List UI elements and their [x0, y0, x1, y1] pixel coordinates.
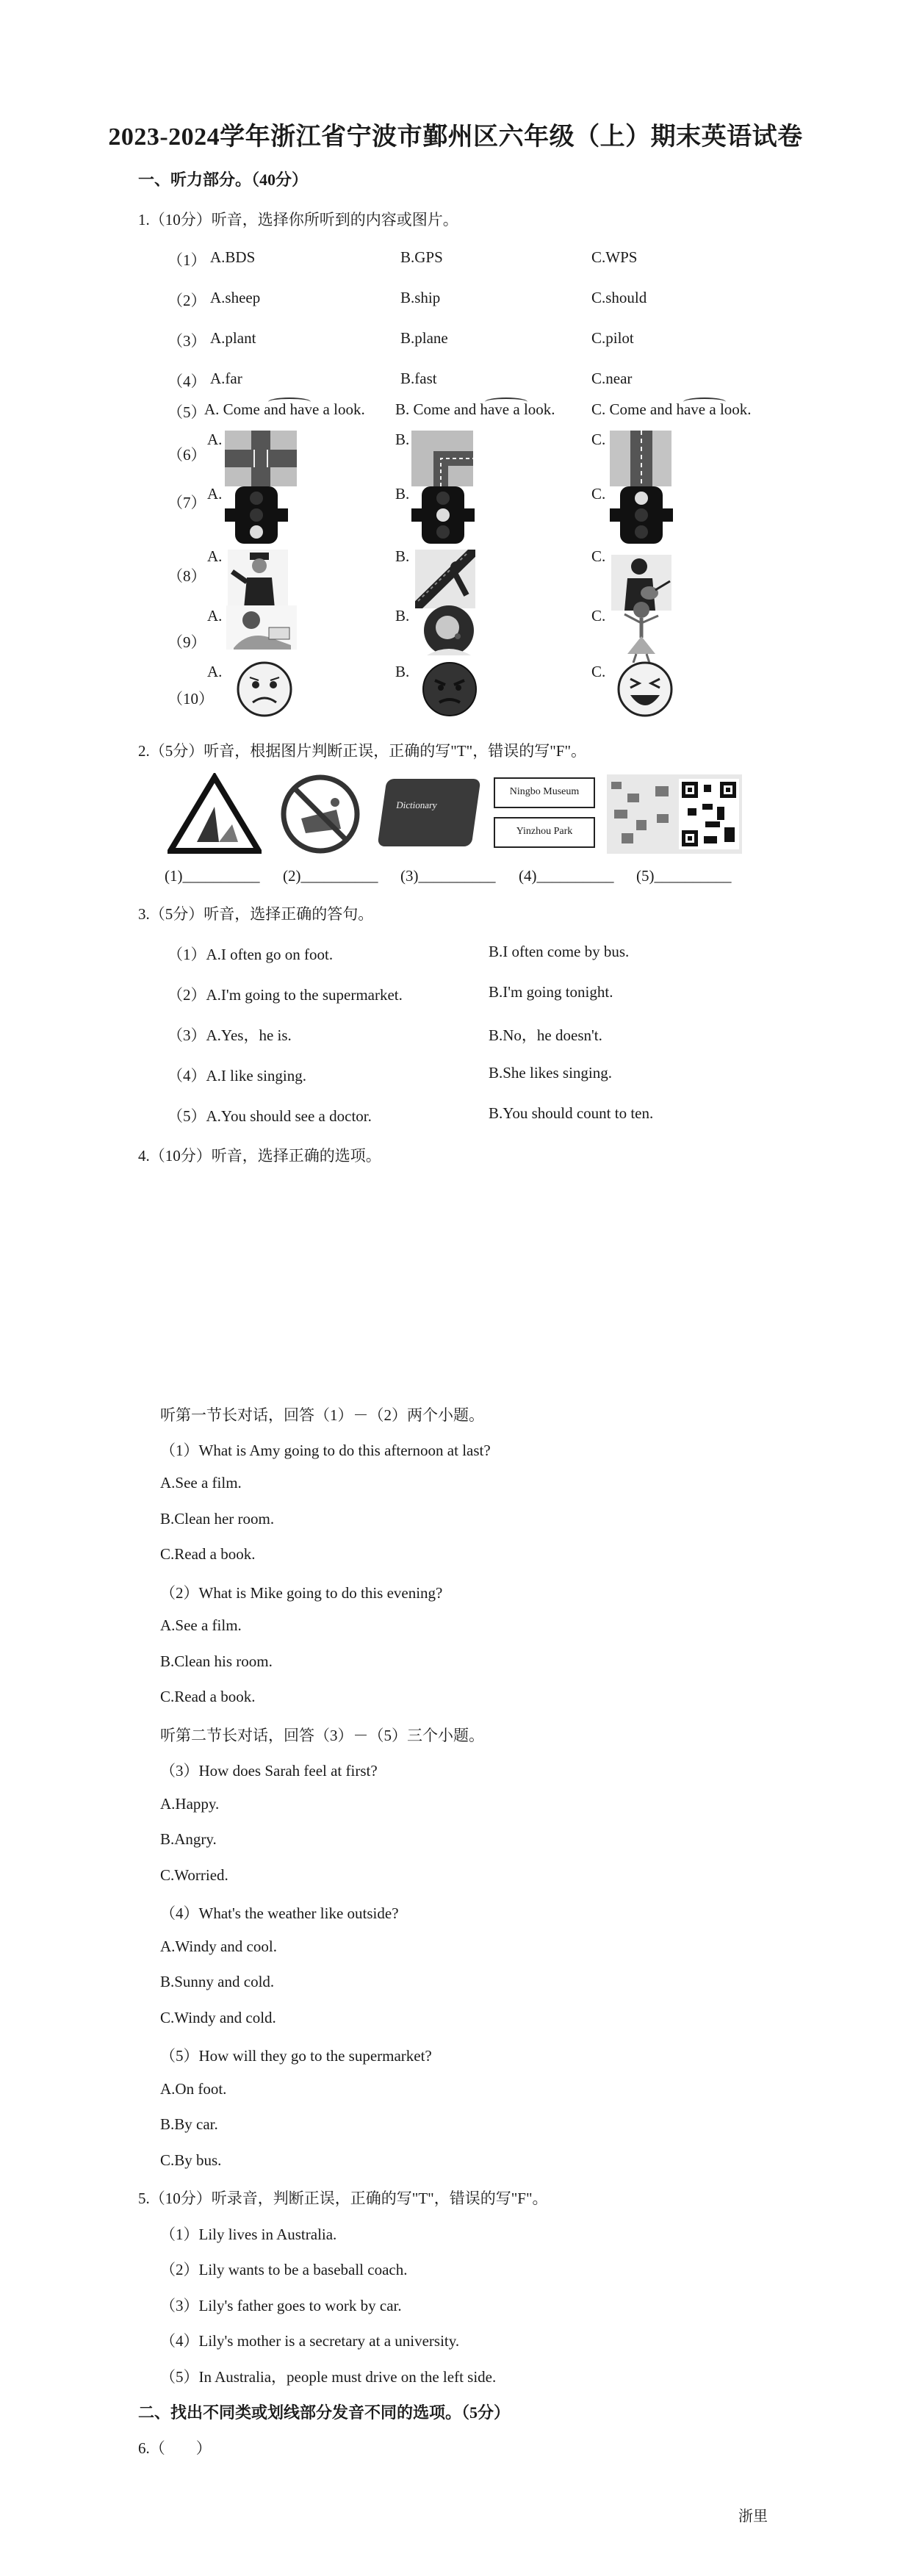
- option-b: B.fast: [400, 370, 437, 387]
- linking-mark: [268, 397, 311, 406]
- angry-face-icon: [420, 660, 479, 719]
- option-c: C.: [591, 485, 606, 503]
- sub-question: （3）How does Sarah feel at first?: [160, 1762, 378, 1780]
- option-c: C.: [591, 431, 606, 448]
- option-c: C.Windy and cold.: [160, 2009, 276, 2026]
- answer-blank-2[interactable]: (2)__________: [283, 867, 378, 885]
- option-b: B.Angry.: [160, 1830, 217, 1848]
- option-a: （2）A.I'm going to the supermarket.: [168, 986, 403, 1004]
- q1-item-number: （4）: [168, 373, 206, 390]
- q1-item-number: （10）: [168, 690, 214, 708]
- dictionary-book-icon: [378, 779, 481, 846]
- option-b: B.Sunny and cold.: [160, 1973, 275, 1990]
- q1-item-number: （9）: [168, 633, 206, 651]
- answer-blank-1[interactable]: (1)__________: [165, 867, 260, 885]
- option-a: A.On foot.: [160, 2080, 227, 2098]
- statement: （1）Lily lives in Australia.: [160, 2226, 337, 2243]
- drawing-child-icon: [226, 605, 297, 650]
- option-c: C. Come and have a look.: [591, 400, 752, 418]
- option-c: C.: [591, 547, 606, 565]
- footer-mark: 浙里: [738, 2508, 768, 2525]
- option-a: A.See a film.: [160, 1616, 242, 1634]
- option-a: A.Happy.: [160, 1795, 220, 1813]
- q1-item-number: （7）: [168, 494, 206, 511]
- sub-question: （2）What is Mike going to do this evening?: [160, 1584, 443, 1602]
- option-c: C.: [591, 607, 606, 625]
- option-a: A.far: [210, 370, 242, 387]
- section-2-heading: 二、找出不同类或划线部分发音不同的选项。（5分）: [138, 2403, 511, 2422]
- option-b: B.: [395, 663, 410, 680]
- museum-sign-label: Ningbo Museum: [509, 786, 580, 797]
- question-1-stem: 1.（10分）听音，选择你所听到的内容或图片。: [138, 211, 458, 229]
- question-2-stem: 2.（5分）听音，根据图片判断正误，正确的写"T"，错误的写"F"。: [138, 742, 587, 760]
- park-sign-label: Yinzhou Park: [516, 826, 573, 837]
- police-officer-icon: [228, 550, 288, 608]
- linking-mark: [683, 397, 726, 406]
- question-5-stem: 5.（10分）听录音，判断正误，正确的写"T"，错误的写"F"。: [138, 2190, 548, 2207]
- option-a: A. Come and have a look.: [204, 400, 365, 418]
- dialogue-instruction: 听第二节长对话，回答（3）－（5）三个小题。: [160, 1727, 484, 1744]
- warning-sign-icon: [168, 773, 262, 854]
- section-1-heading: 一、听力部分。（40分）: [138, 170, 309, 189]
- question-6-stem: 6.（ ）: [138, 2439, 212, 2457]
- q1-item-number: （6）: [168, 446, 206, 464]
- dancing-girl-icon: [617, 600, 666, 663]
- option-b: B.Clean his room.: [160, 1652, 273, 1670]
- dictionary-label: Dictionary: [395, 799, 439, 810]
- singer-woman-icon: [415, 604, 483, 657]
- option-b: B.You should count to ten.: [489, 1104, 654, 1122]
- option-a: A.: [207, 547, 223, 565]
- q1-item-number: （5）: [168, 403, 206, 421]
- question-3-stem: 3.（5分）听音，选择正确的答句。: [138, 905, 374, 923]
- option-a: A.: [207, 431, 223, 448]
- option-a: A.BDS: [210, 248, 256, 266]
- answer-blank-5[interactable]: (5)__________: [636, 867, 732, 885]
- statement: （5）In Australia，people must drive on the left side.: [160, 2368, 497, 2386]
- option-b: B.: [395, 485, 410, 503]
- option-a: A.See a film.: [160, 1474, 242, 1492]
- page-title: 2023-2024学年浙江省宁波市鄞州区六年级（上）期末英语试卷: [108, 123, 803, 151]
- option-c: C.Read a book.: [160, 1545, 256, 1563]
- option-b: B.: [395, 607, 410, 625]
- linking-mark: [485, 397, 527, 406]
- option-b: B.ship: [400, 289, 441, 306]
- statement: （2）Lily wants to be a baseball coach.: [160, 2261, 408, 2278]
- climbing-person-icon: [415, 550, 475, 608]
- sub-question: （5）How will they go to the supermarket?: [160, 2047, 432, 2065]
- option-b: B.I'm going tonight.: [489, 983, 613, 1001]
- option-b: B.: [395, 547, 410, 565]
- statement: （3）Lily's father goes to work by car.: [160, 2297, 402, 2314]
- park-sign: [494, 817, 595, 848]
- q1-item-number: （1）: [168, 251, 206, 269]
- option-c: C.Worried.: [160, 1866, 228, 1884]
- option-c: C.should: [591, 289, 647, 306]
- answer-blank-3[interactable]: (3)__________: [400, 867, 496, 885]
- q1-item-number: （3）: [168, 332, 206, 350]
- option-b: B.By car.: [160, 2115, 218, 2133]
- option-b: B.She likes singing.: [489, 1064, 613, 1082]
- crossroads-icon: [225, 431, 297, 486]
- option-a: A.Windy and cool.: [160, 1938, 277, 1955]
- option-a: A.plant: [210, 329, 256, 347]
- option-b: B.GPS: [400, 248, 443, 266]
- traffic-light-yellow-icon: [411, 486, 475, 544]
- sub-question: （4）What's the weather like outside?: [160, 1904, 399, 1922]
- q1-item-number: （2）: [168, 292, 206, 309]
- option-a: A.: [207, 485, 223, 503]
- option-a: A.sheep: [210, 289, 261, 306]
- option-a: （3）A.Yes，he is.: [168, 1026, 292, 1044]
- question-4-stem: 4.（10分）听音，选择正确的选项。: [138, 1147, 381, 1165]
- sad-face-icon: [235, 660, 294, 719]
- option-b: B.I often come by bus.: [489, 943, 630, 960]
- no-littering-sign-icon: [279, 773, 361, 855]
- option-b: B.No，he doesn't.: [489, 1026, 602, 1044]
- straight-road-icon: [610, 431, 671, 486]
- option-b: B.: [395, 431, 410, 448]
- option-c: C.WPS: [591, 248, 638, 266]
- option-a: A.: [207, 607, 223, 625]
- option-c: C.Read a book.: [160, 1688, 256, 1705]
- sub-question: （1）What is Amy going to do this afternoon at last?: [160, 1442, 491, 1459]
- statement: （4）Lily's mother is a secretary at a university.: [160, 2332, 460, 2350]
- option-c: C.near: [591, 370, 633, 387]
- option-a: A.: [207, 663, 223, 680]
- turn-left-road-icon: [411, 431, 473, 486]
- option-c: C.By bus.: [160, 2151, 222, 2169]
- traffic-light-red-icon: [610, 486, 673, 544]
- option-a: （5）A.You should see a doctor.: [168, 1107, 372, 1125]
- dialogue-instruction: 听第一节长对话，回答（1）－（2）两个小题。: [160, 1406, 484, 1424]
- option-a: （1）A.I often go on foot.: [168, 946, 334, 963]
- option-b: B. Come and have a look.: [395, 400, 555, 418]
- laughing-face-icon: [616, 660, 674, 719]
- option-b: B.plane: [400, 329, 448, 347]
- museum-sign: [494, 777, 595, 808]
- traffic-light-green-icon: [225, 486, 288, 544]
- qr-code-poster-icon: [607, 774, 742, 854]
- option-a: （4）A.I like singing.: [168, 1067, 306, 1084]
- option-b: B.Clean her room.: [160, 1510, 275, 1528]
- option-c: C.pilot: [591, 329, 634, 347]
- option-c: C.: [591, 663, 606, 680]
- q1-item-number: （8）: [168, 567, 206, 585]
- answer-blank-4[interactable]: (4)__________: [519, 867, 614, 885]
